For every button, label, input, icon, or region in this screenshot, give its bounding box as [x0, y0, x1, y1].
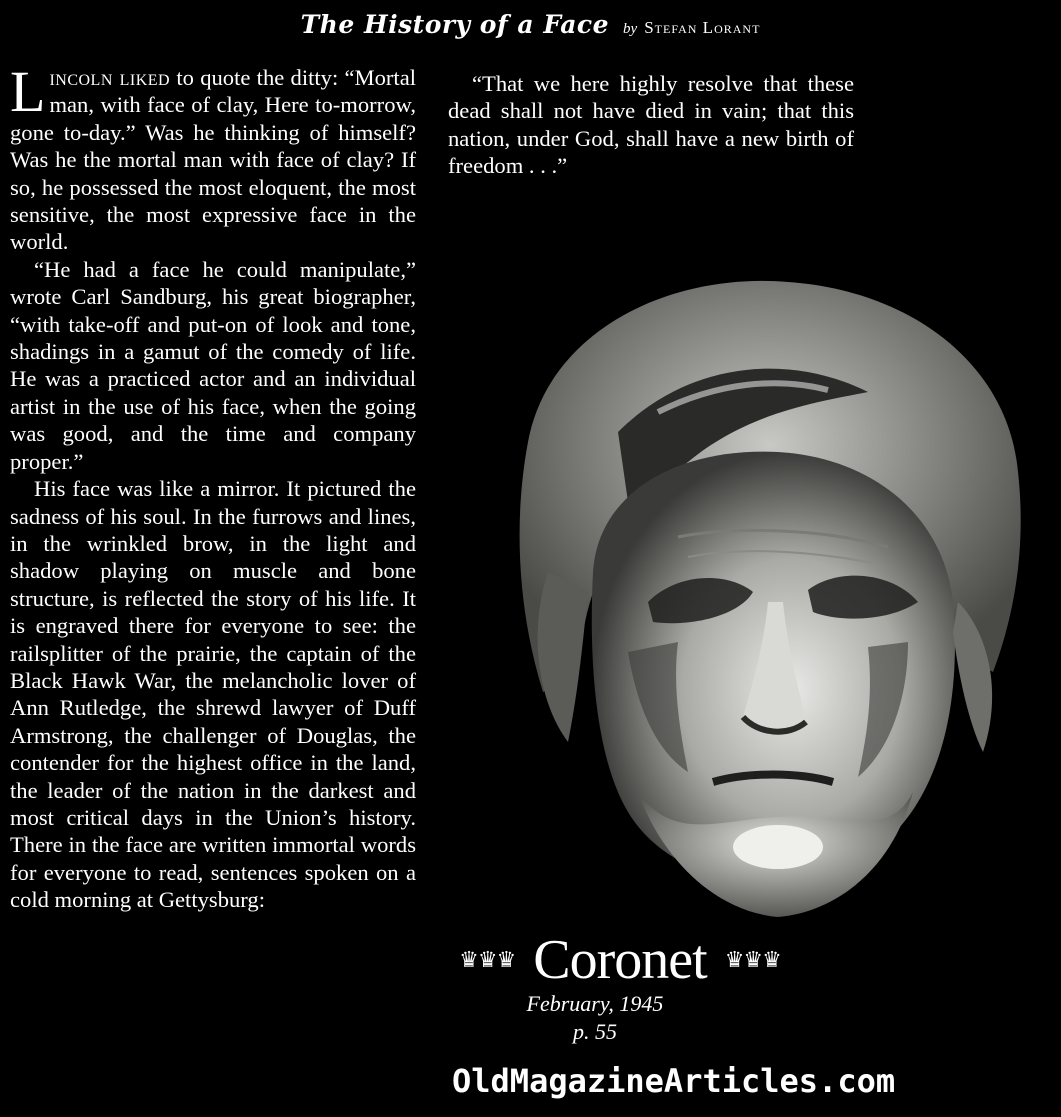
paragraph-3: His face was like a mirror. It pictured the sadness of his soul. In the furrows and lines, in the wrinkled brow, in the light and shadow playing on muscle and bone structure, is reflected the story of his life. It is engraved there for everyone to see: the railsplitter of the prairie, the captain of the Black Hawk War, the melancholic lover of Ann Rutledge, the shrewd lawyer of Duff Armstrong, the challenger of Douglas, the contender for the highest office in the land, the leader of the nation in the darkest and most critical days in the Union’s history. There in the face are written immortal words for everyone to read, sentences spoken on a cold morning at Gettysburg: [10, 476, 416, 913]
paragraph-1 [10, 59, 416, 256]
site-watermark: OldMagazineArticles.com [452, 1062, 896, 1100]
lincoln-bust-photo [488, 272, 1044, 942]
byline-by: by [623, 21, 638, 37]
issue-date: February, 1945 [526, 991, 664, 1016]
paragraph-1-text: to quote the ditty: “Mortal man, with face of clay, Here to-morrow, gone to-day.” Was he thinking of himself? Was he the mortal man with face of clay? If so, he possessed the most eloquent, the most sensitive, the most expressive face in the world. [10, 65, 416, 255]
crown-icon: ♛♛♛ [459, 947, 516, 972]
article-title: The History of a Face [300, 10, 610, 39]
paragraph-2: “He had a face he could manipulate,” wrote Carl Sandburg, his great biographer, “with take-off and put-on of look and tone, shadings in a gamut of the comedy of life. He was a practiced actor and an individual artist in the use of his face, when the going was good, and the time and company proper.” [10, 256, 416, 474]
lead-in: incoln liked [49, 65, 171, 90]
page-number: p. 55 [573, 1019, 617, 1044]
issue-info [460, 990, 730, 1046]
article-header [0, 10, 1061, 46]
crown-icon: ♛♛♛ [724, 947, 781, 972]
magazine-name: Coronet [533, 929, 707, 991]
coronet-masthead [440, 928, 800, 998]
drop-cap: L [10, 59, 46, 124]
gettysburg-quote: “That we here highly resolve that these dead shall not have died in vain; that this nation, under God, shall have a new birth of freedom . . .” [448, 71, 854, 179]
author-name: Stefan Lorant [644, 18, 761, 37]
article-body-column [10, 59, 416, 914]
